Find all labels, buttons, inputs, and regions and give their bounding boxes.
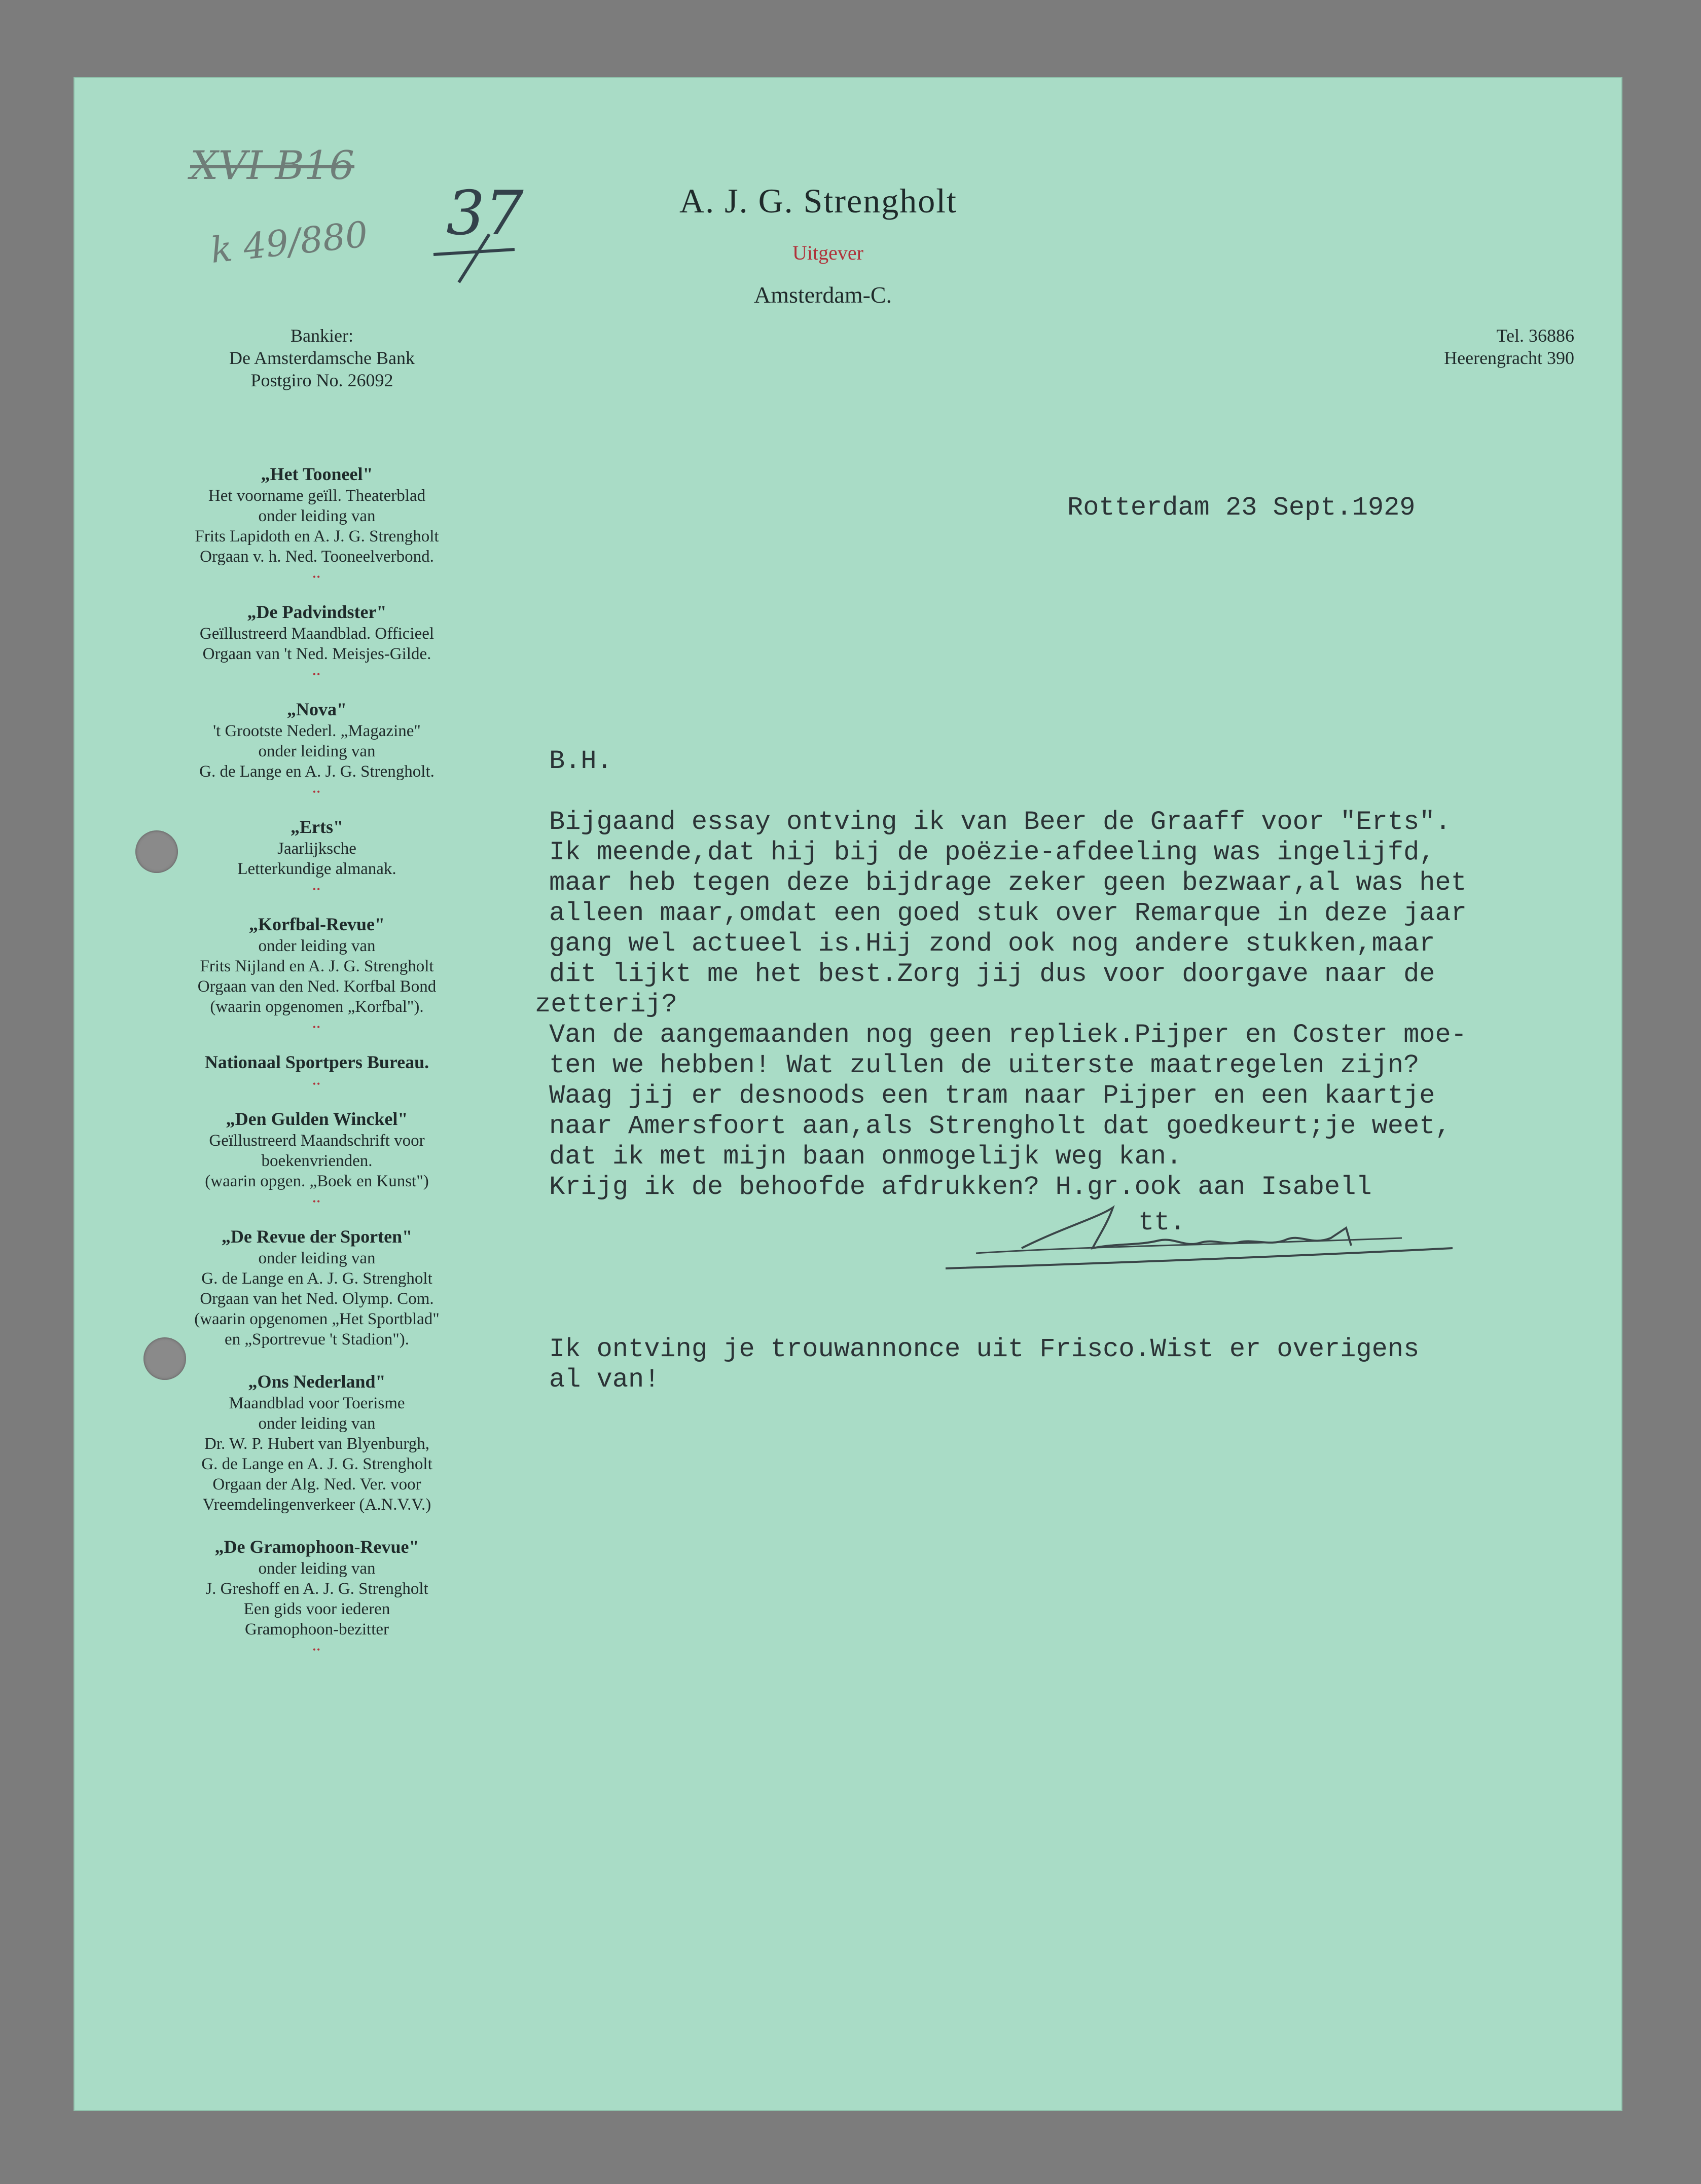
publication-item xyxy=(139,1050,494,1094)
publication-title: „De Padvindster" xyxy=(247,602,387,622)
publication-line: onder leiding van xyxy=(258,937,376,955)
publication-item xyxy=(139,462,494,587)
publication-line: Vreemdelingenverkeer (A.N.V.V.) xyxy=(202,1496,431,1514)
publication-item xyxy=(139,1370,494,1515)
publication-title: „Korfbal-Revue" xyxy=(249,914,385,934)
publication-line: Geïllustreerd Maandschrift voor xyxy=(209,1132,425,1150)
publication-item xyxy=(139,698,494,802)
letter-line: maar heb tegen deze bijdrage zeker geen bezwaar,al was het xyxy=(549,868,1467,898)
separator-dots: •• xyxy=(312,884,321,894)
publication-line: Dr. W. P. Hubert van Blyenburgh, xyxy=(204,1435,429,1453)
publication-item xyxy=(139,1535,494,1660)
ink-strike-mark xyxy=(428,229,520,285)
telephone: Tel. 36886 xyxy=(1496,325,1574,346)
publication-line: J. Greshoff en A. J. G. Strengholt xyxy=(205,1580,428,1598)
publication-title: „Ons Nederland" xyxy=(248,1371,386,1392)
address: Heerengracht 390 xyxy=(1444,348,1574,368)
letter-line: alleen maar,omdat een goed stuk over Remarque in deze jaar xyxy=(549,898,1467,928)
publication-title: „Het Tooneel" xyxy=(261,464,373,484)
publication-line: Orgaan der Alg. Ned. Ver. voor xyxy=(212,1475,421,1494)
publication-line: Een gids voor iederen xyxy=(243,1600,390,1618)
publication-line: Orgaan van 't Ned. Meisjes-Gilde. xyxy=(202,645,431,663)
letter-line: dit lijkt me het best.Zorg jij dus voor doorgave naar de xyxy=(549,959,1435,989)
letterhead-title: Uitgever xyxy=(792,241,863,264)
publication-line: onder leiding van xyxy=(258,742,376,760)
publication-line: Het voorname geïll. Theaterblad xyxy=(208,487,426,505)
publication-line: G. de Lange en A. J. G. Strengholt xyxy=(201,1455,432,1473)
separator-dots: •• xyxy=(312,572,321,582)
postscript-line: Ik ontving je trouwannonce uit Frisco.Wist er overigens xyxy=(549,1334,1420,1364)
publication-line: Orgaan van den Ned. Korfbal Bond xyxy=(197,977,437,996)
publication-title: „Erts" xyxy=(291,817,343,837)
letter-line: Krijg ik de behoofde afdrukken? H.gr.ook aan Isabell xyxy=(549,1172,1372,1202)
letter-body xyxy=(535,807,1467,1203)
bank-name: De Amsterdamsche Bank xyxy=(229,348,415,368)
publication-line: onder leiding van xyxy=(258,1414,376,1433)
publications-sidebar xyxy=(139,462,494,1673)
publication-line: Geïllustreerd Maandblad. Officieel xyxy=(199,625,435,643)
letterhead-name: A. J. G. Strengholt xyxy=(679,181,957,220)
punch-hole-lower xyxy=(143,1337,186,1380)
postscript-line: al van! xyxy=(549,1365,660,1395)
letter-line: Van de aangemaanden nog geen repliek.Pijper en Coster moe- xyxy=(549,1020,1467,1050)
letter-line: gang wel actueel is.Hij zond ook nog andere stukken,maar xyxy=(549,929,1435,959)
postgiro: Postgiro No. 26092 xyxy=(250,370,393,390)
punch-hole-upper xyxy=(135,830,178,873)
publication-line: (waarin opgenomen „Korfbal"). xyxy=(210,998,424,1016)
publication-line: 't Grootste Nederl. „Magazine" xyxy=(213,722,421,740)
publication-title: „Den Gulden Winckel" xyxy=(226,1109,408,1129)
bank-label: Bankier: xyxy=(291,325,353,346)
publication-line: boekenvrienden. xyxy=(261,1152,373,1170)
publication-line: en „Sportrevue 't Stadion"). xyxy=(225,1330,409,1349)
separator-dots: •• xyxy=(312,1079,321,1089)
handwritten-signature xyxy=(946,1197,1574,1273)
publication-line: Frits Lapidoth en A. J. G. Strengholt xyxy=(195,527,439,545)
publication-line: Maandblad voor Toerisme xyxy=(229,1394,405,1412)
publication-line: onder leiding van xyxy=(258,1559,376,1578)
archive-mark-bottom: k 49/880 xyxy=(208,213,370,272)
letterhead-city: Amsterdam-C. xyxy=(754,282,892,308)
publication-line: onder leiding van xyxy=(258,1249,376,1267)
letter-line: Waag jij er desnoods een tram naar Pijper en een kaartje xyxy=(549,1081,1435,1111)
publication-line: Letterkundige almanak. xyxy=(237,860,396,878)
ink-folio-number: 37 xyxy=(446,178,524,249)
publication-line: (waarin opgenomen „Het Sportblad" xyxy=(194,1310,440,1328)
publication-line: Orgaan v. h. Ned. Tooneelverbond. xyxy=(200,548,434,566)
publication-line: G. de Lange en A. J. G. Strengholt. xyxy=(199,762,435,781)
letter-date: Rotterdam 23 Sept.1929 xyxy=(1067,493,1416,523)
letter-sheet xyxy=(74,77,1622,2111)
archive-mark-top: XVI B16 xyxy=(190,143,355,189)
letter-line: Ik meende,dat hij bij de poëzie-afdeeling was ingelijfd, xyxy=(549,838,1435,867)
letter-line: ten we hebben! Wat zullen de uiterste maatregelen zijn? xyxy=(549,1050,1420,1080)
letter-line: naar Amersfoort aan,als Strengholt dat goedkeurt;je weet, xyxy=(549,1111,1451,1141)
separator-dots: •• xyxy=(312,787,321,797)
separator-dots: •• xyxy=(312,1022,321,1032)
publication-item xyxy=(139,815,494,899)
contact-info xyxy=(1270,324,1574,369)
publication-line: Jaarlijksche xyxy=(277,840,356,858)
publication-item xyxy=(139,1225,494,1350)
separator-dots: •• xyxy=(312,1196,321,1207)
publication-line: Frits Nijland en A. J. G. Strengholt xyxy=(200,957,434,975)
letter-line: Bijgaand essay ontving ik van Beer de Graaff voor "Erts". xyxy=(549,807,1451,837)
publication-line: Orgaan van het Ned. Olymp. Com. xyxy=(200,1290,434,1308)
publication-line: onder leiding van xyxy=(258,507,376,525)
publication-title: „Nova" xyxy=(287,699,347,719)
publication-item xyxy=(139,600,494,684)
letter-closing: tt. xyxy=(1138,1208,1186,1237)
letter-line: dat ik met mijn baan onmogelijk weg kan. xyxy=(549,1142,1182,1172)
bank-info xyxy=(180,324,464,391)
publication-title: Nationaal Sportpers Bureau. xyxy=(204,1052,429,1072)
publication-title: „De Revue der Sporten" xyxy=(221,1226,413,1247)
letter-line: zetterij? xyxy=(535,990,677,1020)
publication-title: „De Gramophoon-Revue" xyxy=(214,1537,419,1557)
letter-salutation: B.H. xyxy=(549,746,612,776)
publication-item xyxy=(139,1107,494,1212)
separator-dots: •• xyxy=(312,669,321,679)
publication-line: G. de Lange en A. J. G. Strengholt xyxy=(201,1269,432,1288)
publication-line: (waarin opgen. „Boek en Kunst") xyxy=(205,1172,429,1190)
separator-dots: •• xyxy=(312,1645,321,1655)
publication-line: Gramophoon-bezitter xyxy=(244,1620,389,1639)
letter-postscript xyxy=(549,1334,1419,1395)
publication-item xyxy=(139,913,494,1037)
